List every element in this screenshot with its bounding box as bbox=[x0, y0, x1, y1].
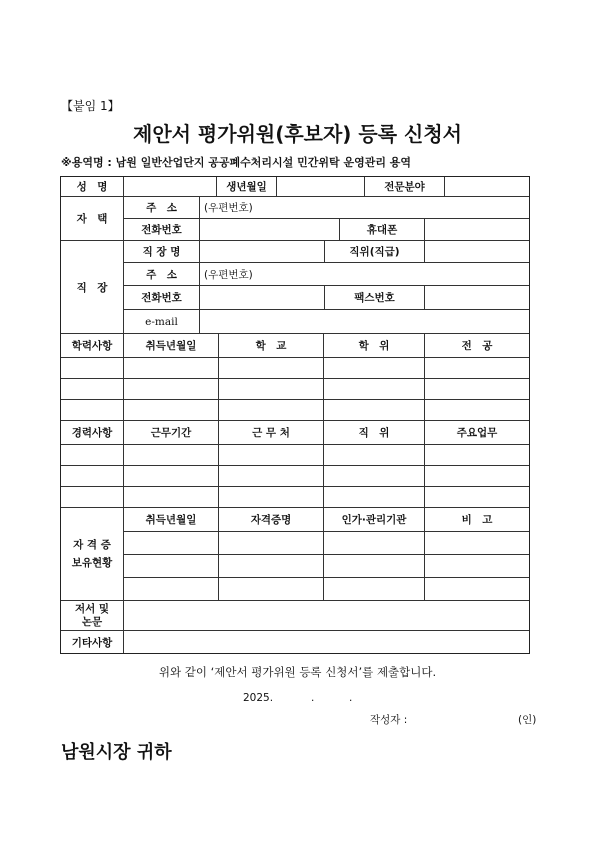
career-cell[interactable] bbox=[124, 445, 219, 466]
home-label: 자 택 bbox=[61, 197, 124, 241]
cert-cell[interactable] bbox=[219, 578, 324, 601]
seal-label: (인) bbox=[518, 714, 537, 726]
cert-cell[interactable] bbox=[324, 555, 425, 578]
career-cell[interactable] bbox=[324, 466, 425, 487]
edu-cell[interactable] bbox=[219, 400, 324, 421]
cert-cell[interactable] bbox=[324, 532, 425, 555]
home-phone-label: 전화번호 bbox=[124, 219, 200, 241]
edu-cell[interactable] bbox=[124, 400, 219, 421]
cert-cell[interactable] bbox=[219, 555, 324, 578]
field-label: 전문분야 bbox=[365, 177, 445, 197]
birth-field[interactable] bbox=[277, 177, 365, 197]
career-header-workplace: 근 무 처 bbox=[219, 421, 324, 445]
certificate-label bbox=[61, 508, 124, 601]
publications-label-line1: 저서 및 bbox=[74, 602, 110, 615]
career-cell[interactable] bbox=[124, 487, 219, 508]
workplace-label: 직 장 명 bbox=[124, 241, 200, 263]
edu-header-degree: 학 위 bbox=[324, 334, 425, 358]
edu-cell[interactable] bbox=[124, 358, 219, 379]
publications-label bbox=[61, 601, 124, 631]
cert-cell[interactable] bbox=[124, 578, 219, 601]
cert-header-name: 자격증명 bbox=[219, 508, 324, 532]
cert-header-remarks: 비 고 bbox=[425, 508, 529, 532]
edu-row-blank bbox=[61, 379, 124, 400]
submission-statement: 위와 같이 ‘제안서 평가위원 등록 신청서’를 제출합니다. bbox=[158, 665, 437, 679]
document-title: 제안서 평가위원(후보자) 등록 신청서 bbox=[133, 122, 462, 146]
work-phone-field[interactable] bbox=[200, 286, 325, 310]
home-address-label: 주 소 bbox=[124, 197, 200, 219]
publications-label-line2: 논문 bbox=[81, 615, 103, 628]
career-cell[interactable] bbox=[425, 445, 529, 466]
work-address-field[interactable]: (우편번호) bbox=[200, 263, 529, 286]
education-label: 학력사항 bbox=[61, 334, 124, 358]
birth-label: 생년월일 bbox=[217, 177, 277, 197]
career-cell[interactable] bbox=[219, 445, 324, 466]
certificate-label-line1: 자 격 증 bbox=[73, 539, 111, 551]
fax-field[interactable] bbox=[425, 286, 529, 310]
work-phone-label: 전화번호 bbox=[124, 286, 200, 310]
edu-cell[interactable] bbox=[219, 379, 324, 400]
career-header-duties: 주요업무 bbox=[425, 421, 529, 445]
home-phone-field[interactable] bbox=[200, 219, 340, 241]
date-day-dot: . bbox=[349, 692, 353, 704]
career-row-blank bbox=[61, 487, 124, 508]
career-cell[interactable] bbox=[425, 466, 529, 487]
career-header-position: 직 위 bbox=[324, 421, 425, 445]
application-form-table bbox=[60, 176, 530, 654]
mobile-field[interactable] bbox=[425, 219, 529, 241]
date-year: 2025. bbox=[243, 692, 274, 704]
career-header-period: 근무기간 bbox=[124, 421, 219, 445]
edu-cell[interactable] bbox=[425, 400, 529, 421]
edu-row-blank bbox=[61, 400, 124, 421]
mobile-label: 휴대폰 bbox=[340, 219, 425, 241]
cert-cell[interactable] bbox=[219, 532, 324, 555]
cert-header-date: 취득년월일 bbox=[124, 508, 219, 532]
home-address-field[interactable]: (우편번호) bbox=[200, 197, 529, 219]
edu-cell[interactable] bbox=[324, 379, 425, 400]
edu-cell[interactable] bbox=[324, 358, 425, 379]
service-name: ※용역명 : 남원 일반산업단지 공공폐수처리시설 민간위탁 운영관리 용역 bbox=[61, 156, 412, 169]
cert-cell[interactable] bbox=[425, 532, 529, 555]
cert-cell[interactable] bbox=[124, 555, 219, 578]
career-cell[interactable] bbox=[219, 487, 324, 508]
cert-cell[interactable] bbox=[324, 578, 425, 601]
edu-row-blank bbox=[61, 358, 124, 379]
career-cell[interactable] bbox=[324, 487, 425, 508]
edu-cell[interactable] bbox=[425, 379, 529, 400]
attachment-label: 【붙임 1】 bbox=[61, 99, 120, 113]
edu-cell[interactable] bbox=[324, 400, 425, 421]
career-cell[interactable] bbox=[124, 466, 219, 487]
author-label: 작성자 : bbox=[370, 714, 408, 726]
work-label: 직 장 bbox=[61, 241, 124, 334]
cert-cell[interactable] bbox=[425, 578, 529, 601]
email-label: e-mail bbox=[124, 310, 200, 334]
career-label: 경력사항 bbox=[61, 421, 124, 445]
career-row-blank bbox=[61, 445, 124, 466]
edu-cell[interactable] bbox=[425, 358, 529, 379]
edu-header-date: 취득년월일 bbox=[124, 334, 219, 358]
position-label: 직위(직급) bbox=[325, 241, 425, 263]
position-field[interactable] bbox=[425, 241, 529, 263]
career-cell[interactable] bbox=[425, 487, 529, 508]
other-label: 기타사항 bbox=[61, 631, 124, 653]
career-cell[interactable] bbox=[219, 466, 324, 487]
edu-cell[interactable] bbox=[124, 379, 219, 400]
other-field[interactable] bbox=[124, 631, 529, 653]
career-row-blank bbox=[61, 466, 124, 487]
work-address-label: 주 소 bbox=[124, 263, 200, 286]
career-cell[interactable] bbox=[324, 445, 425, 466]
name-label: 성 명 bbox=[61, 177, 124, 197]
date-month-dot: . bbox=[311, 692, 315, 704]
addressee: 남원시장 귀하 bbox=[61, 742, 172, 763]
fax-label: 팩스번호 bbox=[325, 286, 425, 310]
edu-header-major: 전 공 bbox=[425, 334, 529, 358]
publications-field[interactable] bbox=[124, 601, 529, 631]
workplace-field[interactable] bbox=[200, 241, 325, 263]
cert-header-authority: 인가·관리기관 bbox=[324, 508, 425, 532]
name-field[interactable] bbox=[124, 177, 217, 197]
edu-cell[interactable] bbox=[219, 358, 324, 379]
field-field[interactable] bbox=[445, 177, 529, 197]
cert-cell[interactable] bbox=[124, 532, 219, 555]
cert-cell[interactable] bbox=[425, 555, 529, 578]
certificate-label-line2: 보유현황 bbox=[71, 557, 113, 569]
edu-header-school: 학 교 bbox=[219, 334, 324, 358]
email-field[interactable] bbox=[200, 310, 529, 334]
